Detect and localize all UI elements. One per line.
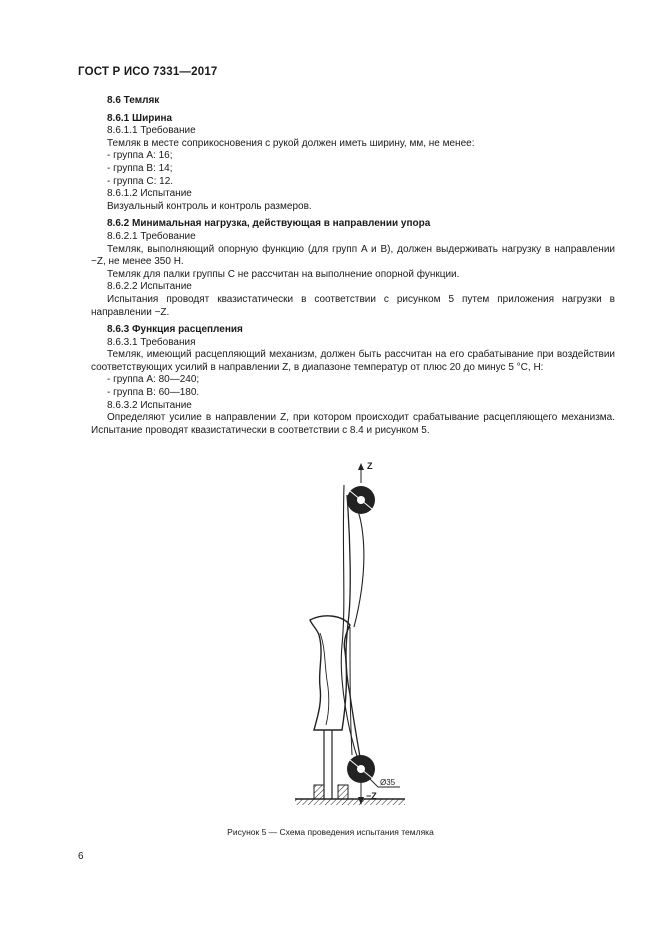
clause-8-6-2-1: 8.6.2.1 Требование xyxy=(107,230,196,242)
list-item: - группа A: 16; xyxy=(107,150,173,162)
document-body xyxy=(91,95,615,437)
standard-title: ГОСТ Р ИСО 7331—2017 xyxy=(78,66,218,78)
page-number: 6 xyxy=(78,851,84,862)
left-fixture xyxy=(314,785,324,799)
clause-8-6-1-2: 8.6.1.2 Испытание xyxy=(107,188,192,200)
strap-connector xyxy=(350,627,352,755)
diameter-leader xyxy=(368,777,378,787)
figure-caption: Рисунок 5 — Схема проведения испытания темляка xyxy=(227,827,434,837)
heading-8-6: 8.6 Темляк xyxy=(107,95,160,106)
heading-8-6-3: 8.6.3 Функция расцепления xyxy=(107,324,243,336)
stick-handle xyxy=(310,616,350,730)
clause-8-6-1-1-text: Темляк в месте соприкосновения с рукой должен иметь ширину, мм, не менее: xyxy=(107,137,475,149)
right-fixture xyxy=(338,785,348,799)
clause-8-6-3-1-text: Темляк, имеющий расцепляющий механизм, должен быть рассчитан на его срабатывание при воздействии соответствующих усилий в направлении Z, в диапазоне температур от плюс 20 до минус 5 °С, Н: xyxy=(91,349,615,373)
z-axis-arrowhead xyxy=(358,463,364,470)
clause-8-6-1-1: 8.6.1.1 Требование xyxy=(107,125,196,137)
list-item: - группа C: 12. xyxy=(107,175,174,187)
heading-8-6-2: 8.6.2 Минимальная нагрузка, действующая в направлении упора xyxy=(107,218,431,230)
ground-hatch xyxy=(295,799,405,805)
clause-8-6-1-2-text: Визуальный контроль и контроль размеров. xyxy=(107,200,312,212)
clause-8-6-2-2-text: Испытания проводят квазистатически в соответствии с рисунком 5 путем приложения нагрузки в направлении −Z. xyxy=(91,293,615,318)
clause-8-6-3-2: 8.6.3.2 Испытание xyxy=(107,399,192,411)
list-item: - группа B: 14; xyxy=(107,162,173,174)
label-z: Z xyxy=(367,461,373,471)
list-item: - группа B: 60—180. xyxy=(107,387,200,399)
clause-8-6-3-1: 8.6.3.1 Требования xyxy=(107,336,196,348)
figure-5-diagram xyxy=(290,455,420,815)
label-minus-z: −Z xyxy=(366,791,377,801)
clause-8-6-2-1-text: Темляк, выполняющий опорную функцию (для групп A и B), должен выдерживать нагрузку в направлении −Z, не менее 350 Н. xyxy=(91,243,615,268)
clause-8-6-3-2-text: Определяют усилие в направлении Z, при котором происходит срабатывание расцепляющего механизма. Испытание проводят квазистатически в соответствии с 8.4 и рисунком 5. xyxy=(91,412,615,436)
clause-8-6-2-1-text2: Темляк для палки группы C не рассчитан на выполнение опорной функции. xyxy=(107,268,460,280)
clause-8-6-2-2: 8.6.2.2 Испытание xyxy=(107,281,192,293)
heading-8-6-1: 8.6.1 Ширина xyxy=(107,112,173,124)
label-diameter: Ø35 xyxy=(380,778,396,787)
list-item: - группа A: 80—240; xyxy=(107,374,200,386)
strap-left xyxy=(350,495,364,627)
